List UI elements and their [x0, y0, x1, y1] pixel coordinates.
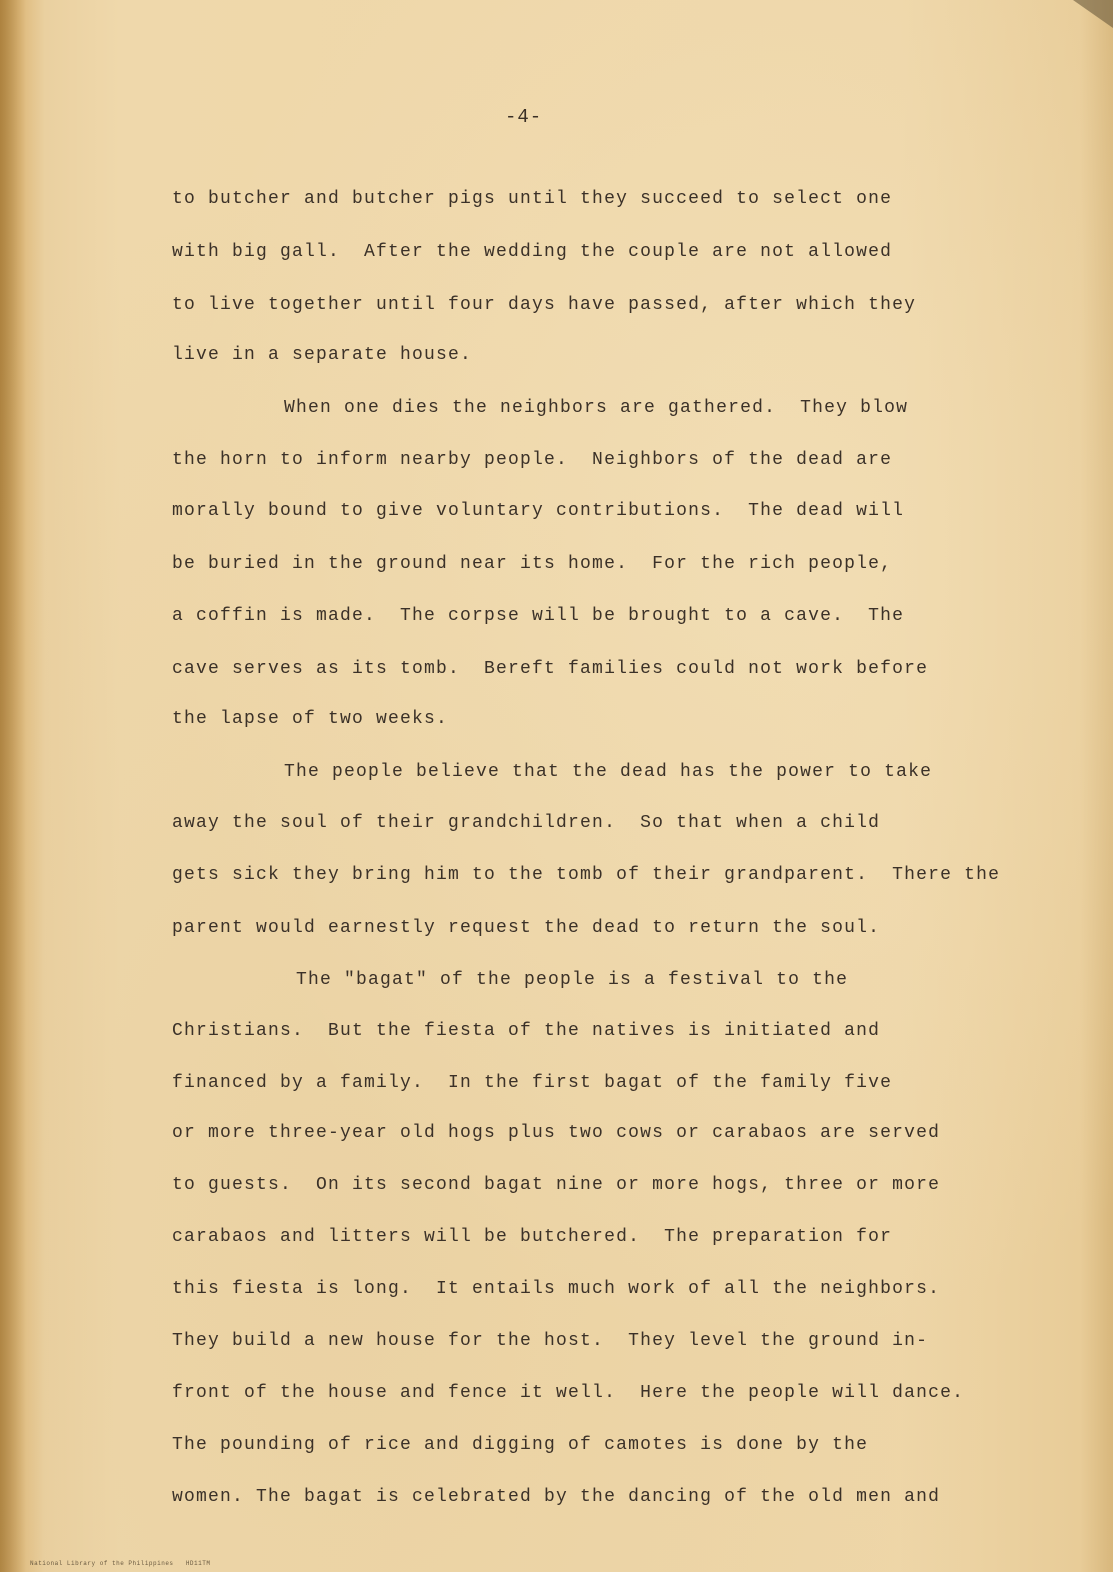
text-line: Christians. But the fiesta of the natives is initiated and	[172, 1021, 881, 1041]
text-line: carabaos and litters will be butchered. The preparation for	[172, 1227, 893, 1247]
folded-corner	[1073, 0, 1113, 28]
text-line: morally bound to give voluntary contributions. The dead will	[172, 501, 905, 521]
text-line: When one dies the neighbors are gathered. They blow	[284, 398, 909, 418]
text-line: or more three-year old hogs plus two cows or carabaos are served	[172, 1123, 941, 1143]
text-line: They build a new house for the host. They level the ground in-	[172, 1331, 929, 1351]
text-line: women. The bagat is celebrated by the dancing of the old men and	[172, 1487, 941, 1507]
text-line: to live together until four days have passed, after which they	[172, 295, 917, 315]
text-line: this fiesta is long. It entails much work of all the neighbors.	[172, 1279, 941, 1299]
text-line: with big gall. After the wedding the couple are not allowed	[172, 242, 893, 262]
text-line: The pounding of rice and digging of camotes is done by the	[172, 1435, 869, 1455]
text-line: away the soul of their grandchildren. So that when a child	[172, 813, 881, 833]
text-line: live in a separate house.	[172, 345, 473, 365]
text-line: front of the house and fence it well. Here the people will dance.	[172, 1383, 965, 1403]
text-line: a coffin is made. The corpse will be brought to a cave. The	[172, 606, 905, 626]
text-line: The people believe that the dead has the power to take	[284, 762, 933, 782]
text-line: the horn to inform nearby people. Neighbors of the dead are	[172, 450, 893, 470]
text-line: gets sick they bring him to the tomb of their grandparent. There the	[172, 865, 1001, 885]
text-line: the lapse of two weeks.	[172, 709, 449, 729]
text-line: parent would earnestly request the dead to return the soul.	[172, 918, 881, 938]
archive-footer: National Library of the Philippines HD11TM	[30, 1560, 211, 1567]
text-line: cave serves as its tomb. Bereft families could not work before	[172, 659, 929, 679]
text-line: The "bagat" of the people is a festival to the	[296, 970, 849, 990]
binding-edge-shadow	[0, 0, 26, 1572]
text-line: be buried in the ground near its home. For the rich people,	[172, 554, 893, 574]
text-line: to guests. On its second bagat nine or more hogs, three or more	[172, 1175, 941, 1195]
text-line: to butcher and butcher pigs until they succeed to select one	[172, 189, 893, 209]
page-number: -4-	[505, 106, 543, 128]
text-line: financed by a family. In the first bagat of the family five	[172, 1073, 893, 1093]
